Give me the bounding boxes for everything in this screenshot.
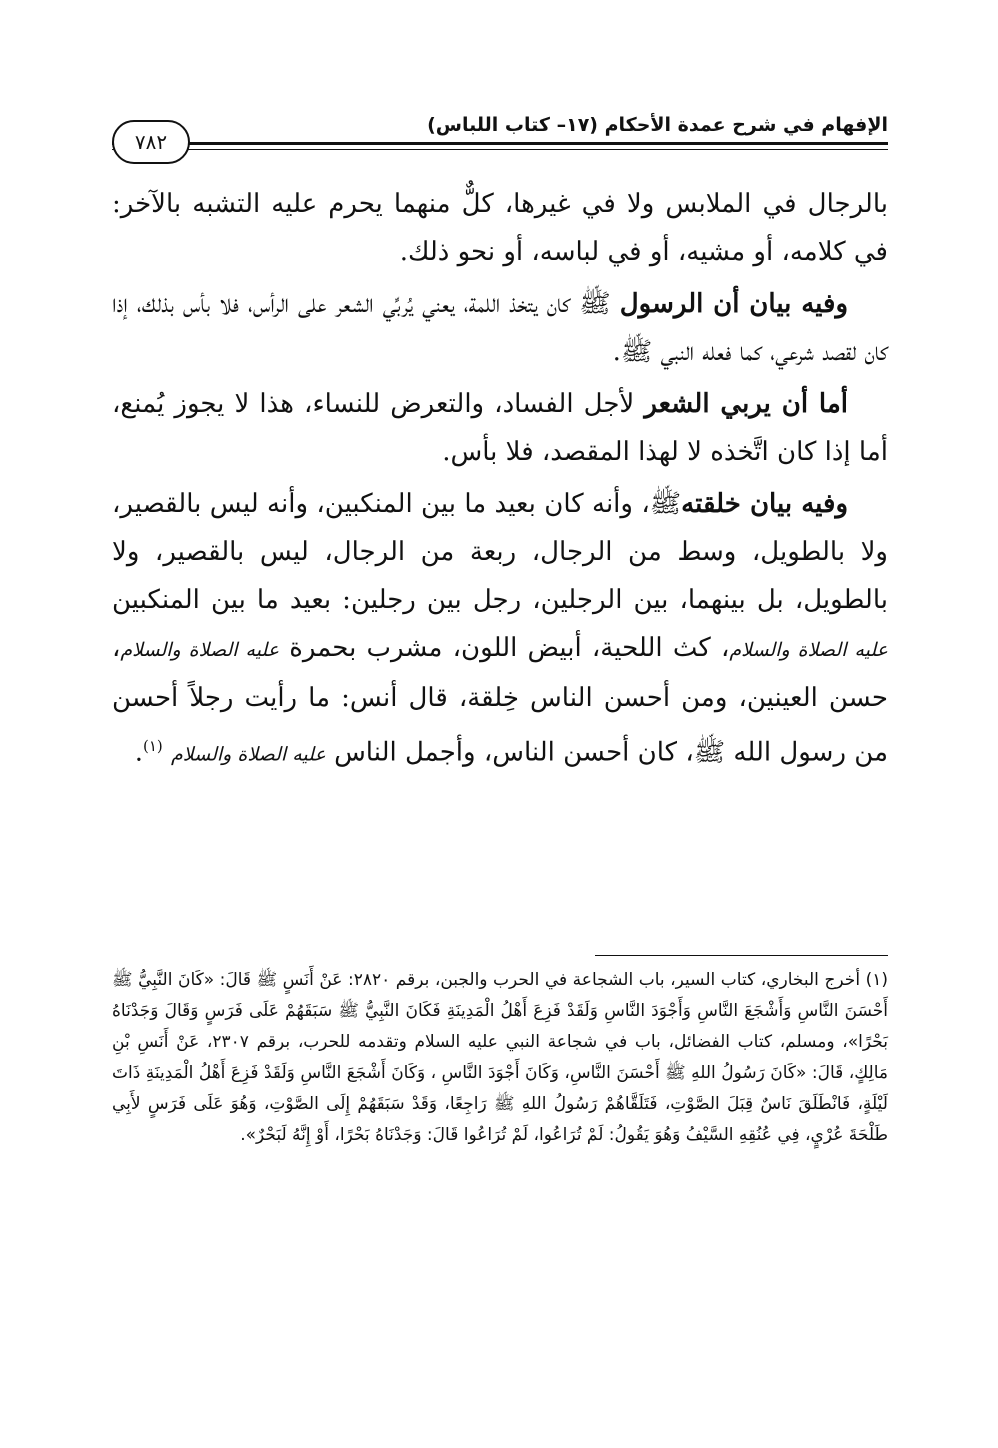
header-rule-thick [112,142,888,145]
footnote-separator [595,955,888,956]
paragraph-3-text: لأجل الفساد، والتعرض للنساء، هذا لا يجوز يُمنع، أما إذا كان اتَّخذه لا لهذا المقصد، فلا بأس. [112,389,888,467]
page-number: ٧٨٢ [112,120,190,164]
paragraph-2-lead: وفيه بيان أن الرسول [619,289,848,319]
header-rule-thin [112,149,888,150]
running-header-title: الإفهام في شرح عمدة الأحكام (١٧– كتاب اللباس) [427,114,888,136]
footnote-reference[interactable]: (١) [142,737,163,755]
honorific-3: عليه الصلاة والسلام [171,743,326,766]
main-text [112,180,888,779]
paragraph-4-text-a: ﷺ، وأنه كان بعيد ما بين المنكبين، وأنه ليس بالقصير، ولا بالطويل، وسط من الرجال، ربعة من الرجال، ليس بالقصير، ولا بالطويل، بل بينهما، بين الرجلين، رجل بين رجلين: بعيد ما بين المنكبين [112,489,888,615]
paragraph-4-lead: وفيه بيان خلقته [681,489,848,519]
footnote-1: (١) أخرج البخاري، كتاب السير، باب الشجاعة في الحرب والجبن، برقم ٢٨٢٠: عَنْ أَنَسٍ ﷺ قَالَ: «كَانَ النَّبِيُّ ﷺ أَحْسَنَ النَّاسِ وَأَشْجَعَ النَّاسِ وَأَجْوَدَ النَّاسِ وَلَقَدْ فَزِعَ أَهْلُ الْمَدِينَةِ فَكَانَ النَّبِيُّ ﷺ سَبَقَهُمْ عَلَى فَرَسٍ وَقَالَ وَجَدْنَاهُ بَحْرًا»، ومسلم، كتاب الفضائل، باب في شجاعة النبي عليه السلام وتقدمه للحرب، برقم ٢٣٠٧، عَنْ أَنَسِ بْنِ مَالِكٍ، قَالَ: «كَانَ رَسُولُ اللهِ ﷺ أَحْسَنَ النَّاسِ، وَكَانَ أَجْوَدَ النَّاسِ ، وَكَانَ أَشْجَعَ النَّاسِ وَلَقَدْ فَزِعَ أَهْلُ الْمَدِينَةِ ذَاتَ لَيْلَةٍ، فَانْطَلَقَ نَاسٌ قِبَلَ الصَّوْتِ، فَتَلَقَّاهُمْ رَسُولُ اللهِ ﷺ رَاجِعًا، وَقَدْ سَبَقَهُمْ إِلَى الصَّوْتِ، وَهُوَ عَلَى فَرَسٍ لأَبِي طَلْحَةَ عُرْيٍ، فِي عُنُقِهِ السَّيْفُ وَهُوَ يَقُولُ: لَمْ تُرَاعُوا، لَمْ تُرَاعُوا قَالَ: وَجَدْنَاهُ بَحْرًا، أَوْ إِنَّهُ لَبَحْرٌ». [112,970,888,1145]
honorific-2: عليه الصلاة والسلام [120,639,280,661]
paragraph-4 [112,480,888,779]
paragraph-1: بالرجال في الملابس ولا في غيرها، كلٌّ منهما يحرم عليه التشبه بالآخر: في كلامه، أو مشيه، أو في لباسه، أو نحو ذلك. [112,189,888,267]
paragraph-2-text: ﷺ كان يتخذ اللمة، يعني يُربِّي الشعر على الرأس، فلا بأس بذلك، إذا كان لقصد شرعي، كما فعله النبي ﷺ. [112,289,888,367]
paragraph-2 [112,280,888,376]
honorific-1: عليه الصلاة والسلام [729,639,889,661]
paragraph-4-text-b: ، كث اللحية، أبيض اللون، مشرب بحمرة [289,633,730,663]
paragraph-3-lead: أما أن يربي الشعر [644,389,848,419]
paragraph-3 [112,380,888,476]
paragraph-4-text-c: ، حسن العينين، ومن أحسن الناس خِلقة، قال أنس: ما رأيت رجلاً أحسن من رسول الله ﷺ، كان أحسن الناس، وأجمل الناس [112,633,888,768]
running-header [112,112,888,162]
paragraph-4-end: . [134,737,143,768]
